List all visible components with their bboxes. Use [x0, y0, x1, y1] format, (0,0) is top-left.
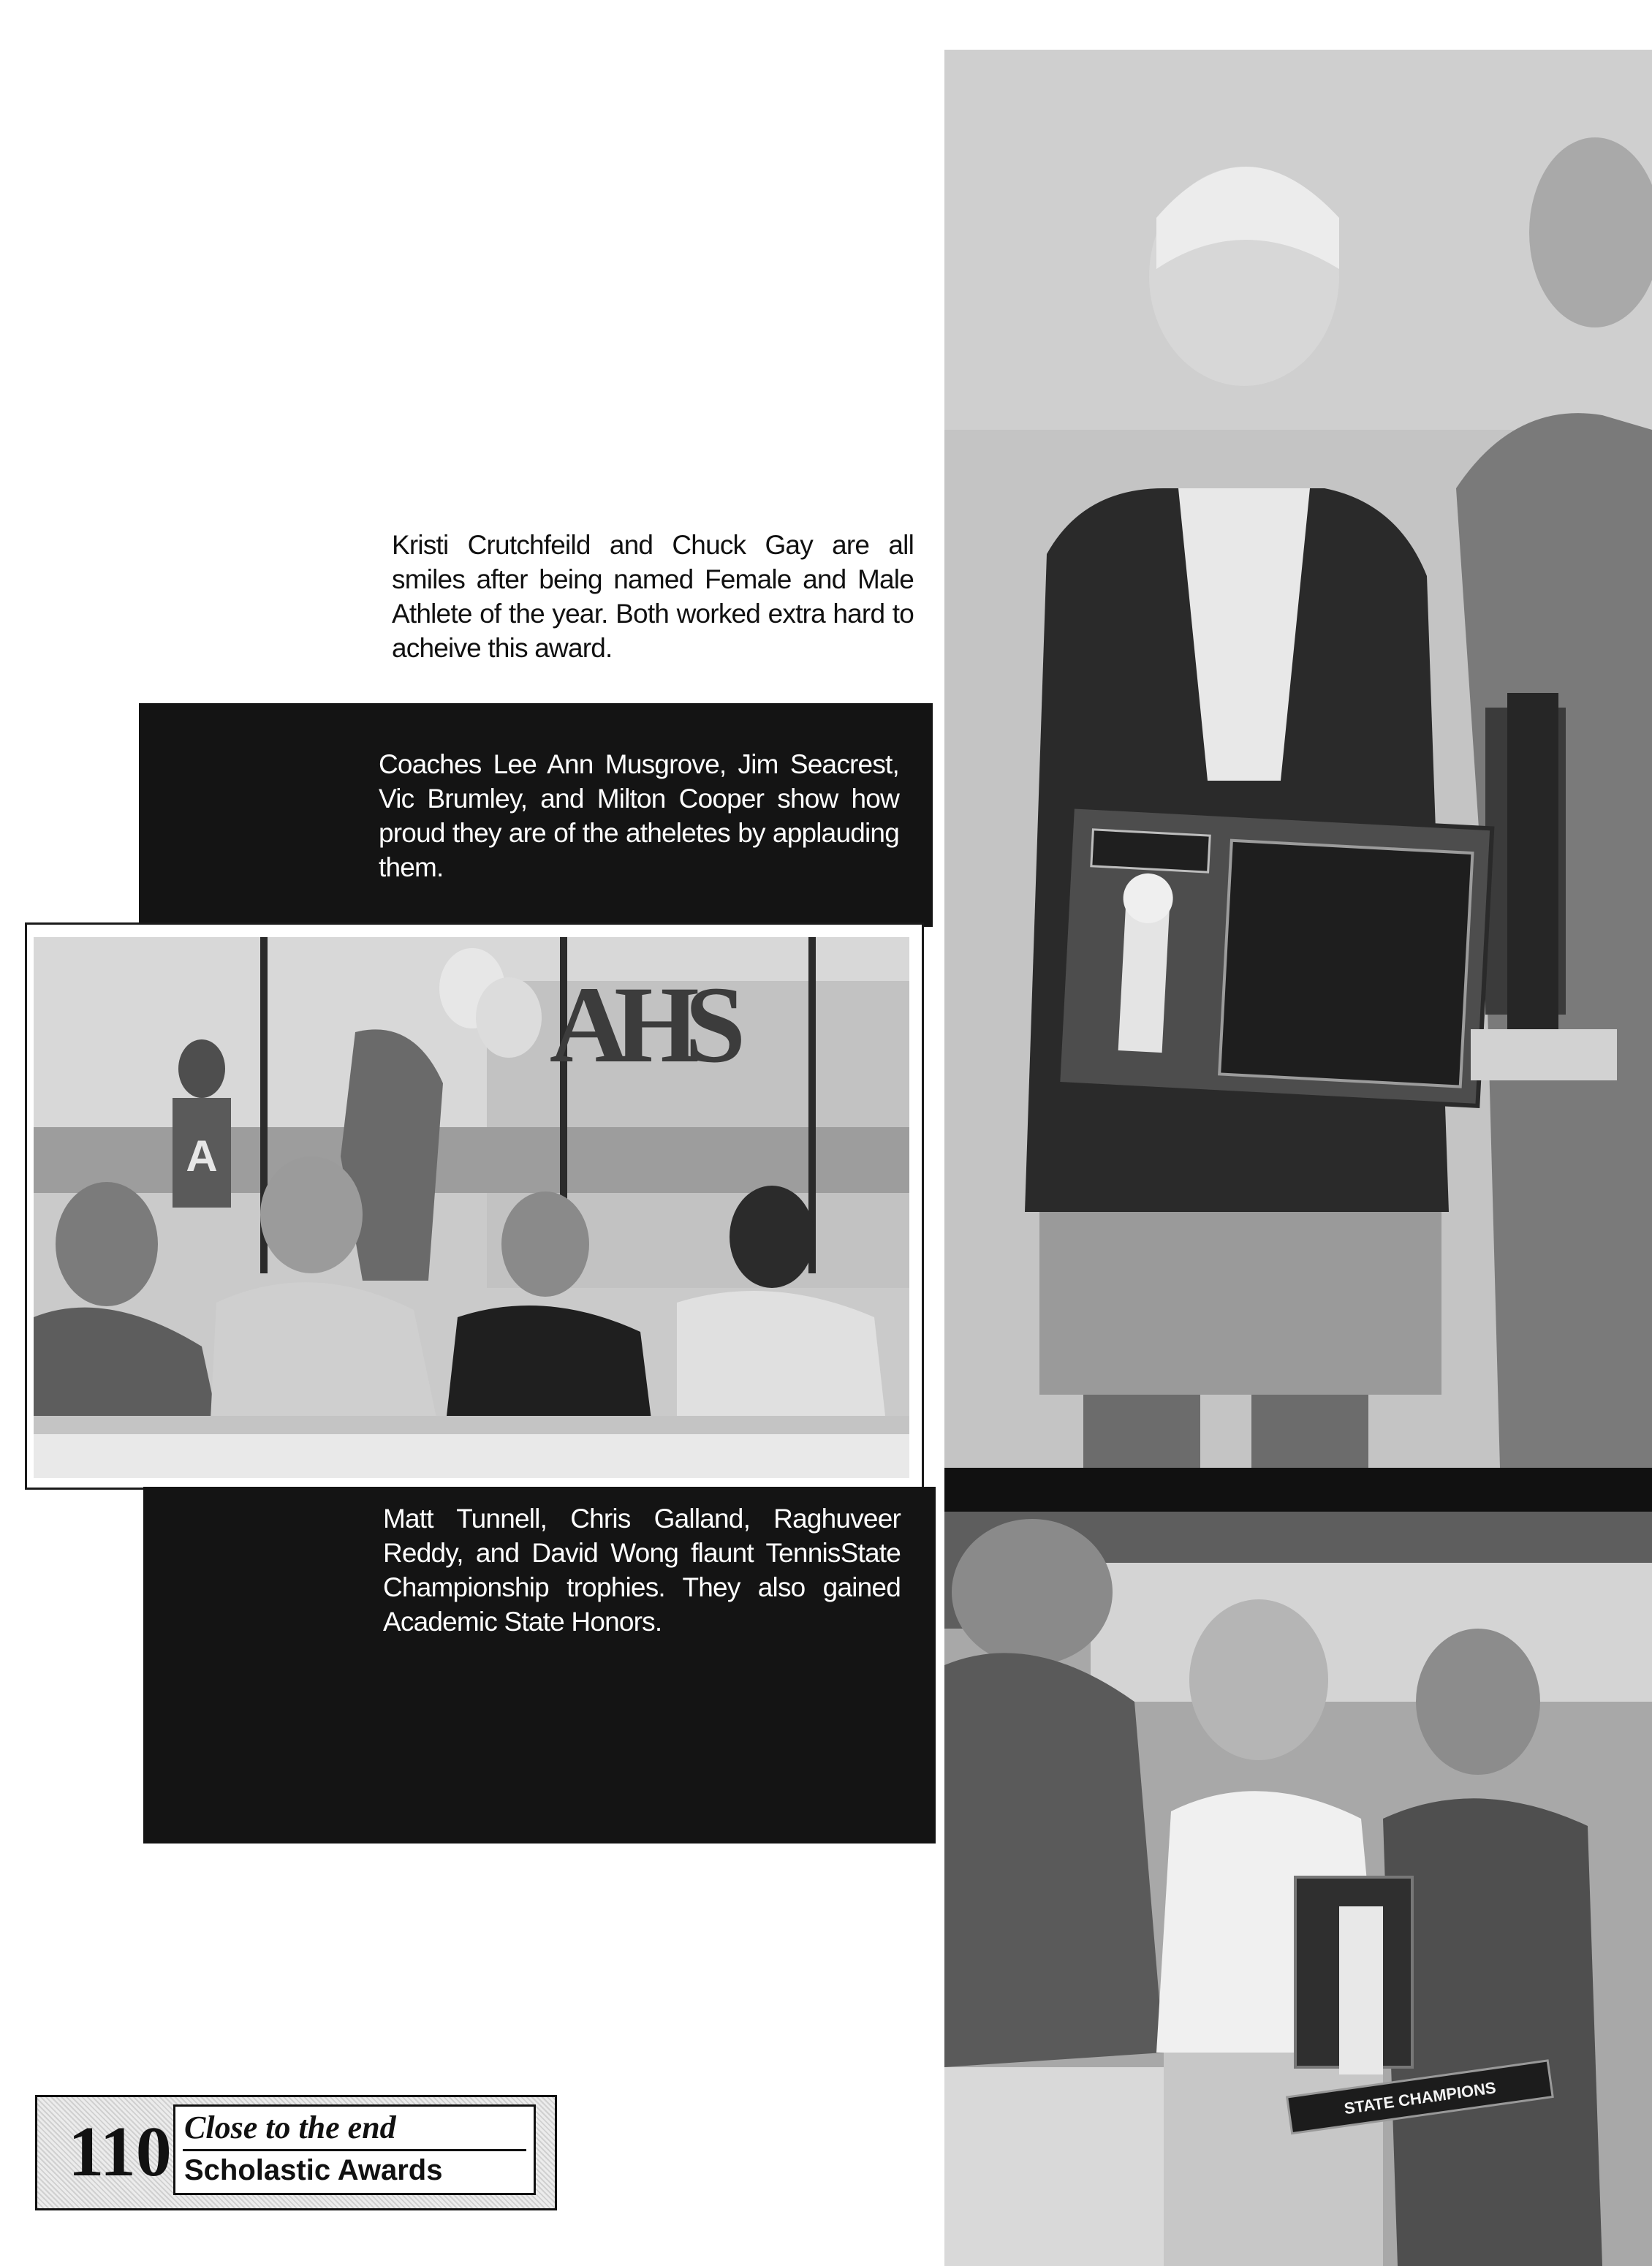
window-letters-text: AHS [549, 964, 732, 1085]
caption-tennis: Matt Tunnell, Chris Galland, Raghuveer Reddy, and David Wong flaunt TennisState Championship trophies. They also gained Academic State Honors. [383, 1504, 901, 1637]
athletes-photo-illustration [944, 50, 1652, 1468]
tennis-photo-illustration [944, 1512, 1652, 2266]
caption-athletes: Kristi Crutchfeild and Chuck Gay are all smiles after being named Female and Male Athlete of the year. Both worked extra hard to acheive this award. [392, 530, 914, 663]
coaches-photo-illustration [34, 937, 909, 1478]
folio [35, 2095, 557, 2210]
photo-athletes-of-year [944, 50, 1652, 1468]
caption-coaches: Coaches Lee Ann Musgrove, Jim Seacrest, Vic Brumley, and Milton Cooper show how proud they are of the atheletes by applauding them. [379, 749, 899, 882]
folio-label-box [173, 2104, 536, 2195]
photo-tennis-champions [944, 1512, 1652, 2266]
jersey-letter-text: A [186, 1132, 218, 1181]
trophy-banner-text: STATE CHAMPIONS [1343, 2078, 1498, 2118]
section-subtitle: Scholastic Awards [184, 2154, 443, 2186]
photo-coaches-applauding [34, 937, 909, 1478]
section-title: Close to the end [184, 2110, 396, 2145]
folio-rule [183, 2149, 526, 2151]
page-number: 110 [68, 2112, 172, 2191]
photo-divider [944, 1468, 1652, 1512]
